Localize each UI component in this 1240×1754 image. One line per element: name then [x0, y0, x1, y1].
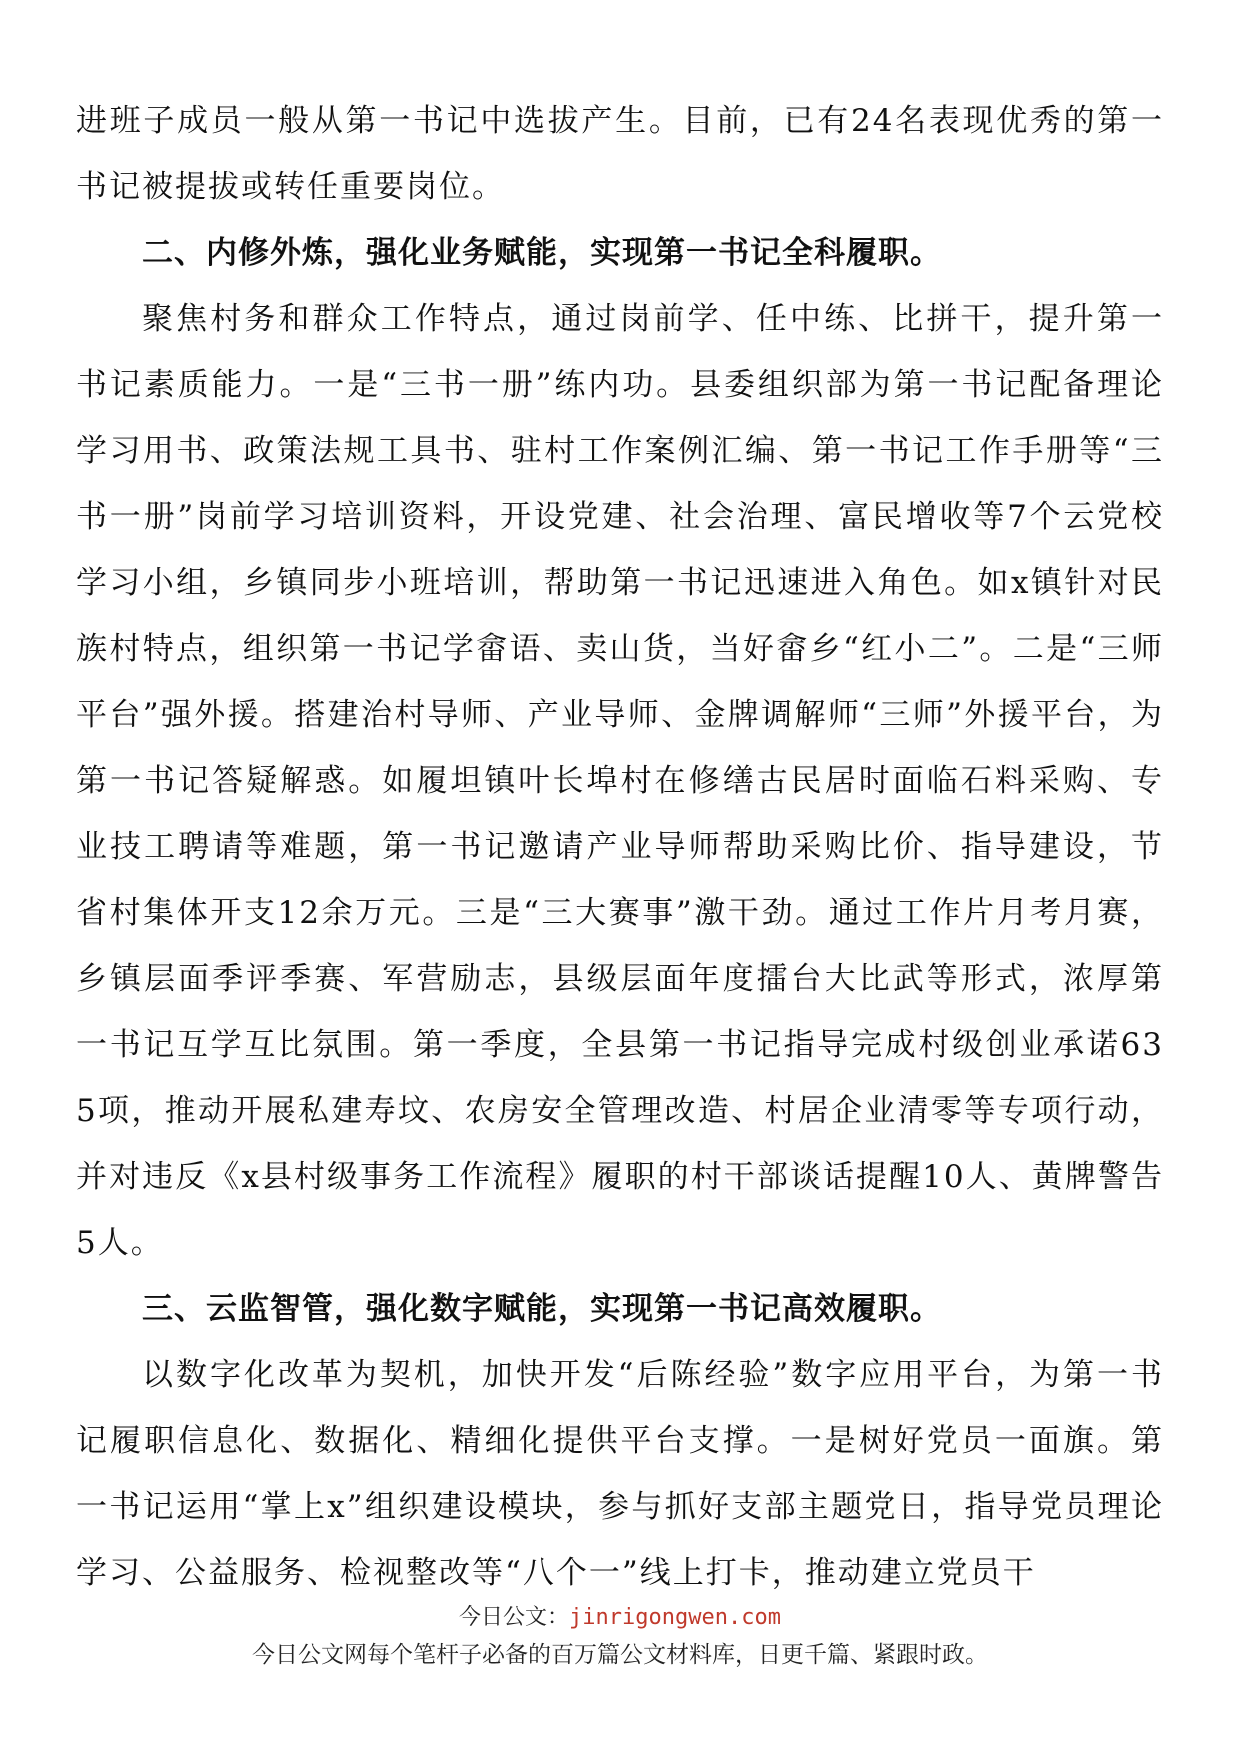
paragraph-section-2: 聚焦村务和群众工作特点，通过岗前学、任中练、比拼干，提升第一书记素质能力。一是“三书一册”练内功。县委组织部为第一书记配备理论学习用书、政策法规工具书、驻村工作案例汇编、第一书记工作手册等“三书一册”岗前学习培训资料，开设党建、社会治理、富民增收等7个云党校学习小组，乡镇同步小班培训，帮助第一书记迅速进入角色。如x镇针对民族村特点，组织第一书记学畲语、卖山货，当好畲乡“红小二”。二是“三师平台”强外援。搭建治村导师、产业导师、金牌调解师“三师”外援平台，为第一书记答疑解惑。如履坦镇叶长埠村在修缮古民居时面临石料采购、专业技工聘请等难题，第一书记邀请产业导师帮助采购比价、指导建设，节省村集体开支12余万元。三是“三大赛事”激干劲。通过工作片月考月赛，乡镇层面季评季赛、军营励志，县级层面年度擂台大比武等形式，浓厚第一书记互学互比氛围。第一季度，全县第一书记指导完成村级创业承诺635项，推动开展私建寿坟、农房安全管理改造、村居企业清零等专项行动，并对违反《x县村级事务工作流程》履职的村干部谈话提醒10人、黄牌警告5人。 — [76, 301, 1164, 1261]
footer-source — [0, 1600, 1240, 1631]
section-heading-3: 三、云监智管，强化数字赋能，实现第一书记高效履职。 — [142, 1291, 942, 1327]
section-heading-2: 二、内修外炼，强化业务赋能，实现第一书记全科履职。 — [142, 235, 942, 271]
footer-slogan: 今日公文网每个笔杆子必备的百万篇公文材料库，日更千篇、紧跟时政。 — [252, 1642, 988, 1668]
document-body — [76, 88, 1164, 1606]
footer-label: 今日公文： — [459, 1605, 570, 1630]
paragraph-section-3: 以数字化改革为契机，加快开发“后陈经验”数字应用平台，为第一书记履职信息化、数据化、精细化提供平台支撑。一是树好党员一面旗。第一书记运用“掌上x”组织建设模块，参与抓好支部主题党日，指导党员理论学习、公益服务、检视整改等“八个一”线上打卡，推动建立党员干 — [76, 1357, 1164, 1591]
footer-site-link[interactable]: jinrigongwen.com — [569, 1605, 781, 1630]
paragraph-continuation: 进班子成员一般从第一书记中选拔产生。目前，已有24名表现优秀的第一书记被提拔或转任重要岗位。 — [76, 103, 1164, 205]
